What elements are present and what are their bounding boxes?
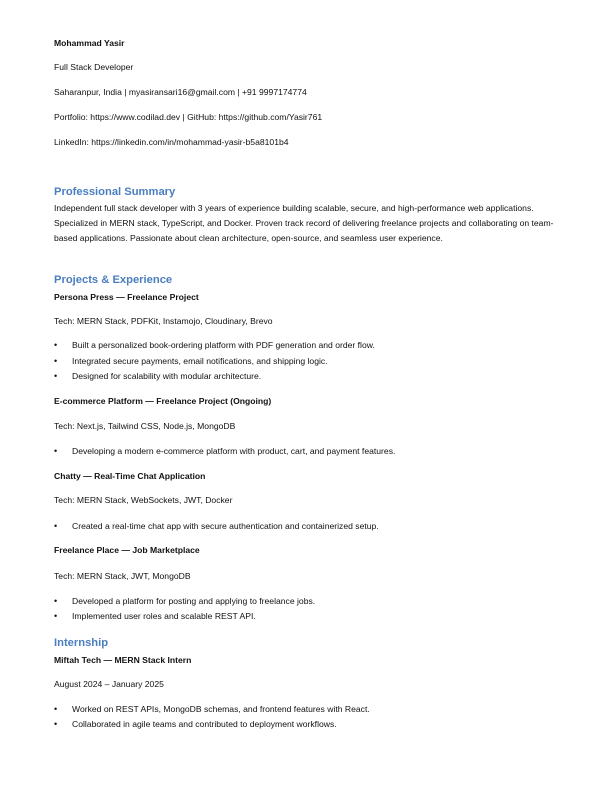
bullet-icon: • <box>54 446 58 456</box>
linkedin-line: LinkedIn: https://linkedin.com/in/mohammad-yasir-b5a8101b4 <box>54 137 289 147</box>
portfolio-github-line: Portfolio: https://www.codilad.dev | GitHub: https://github.com/Yasir761 <box>54 112 323 122</box>
list-item-text: Developed a platform for posting and applying to freelance jobs. <box>72 596 316 606</box>
bullet-icon: • <box>54 371 58 381</box>
section-heading-summary: Professional Summary <box>54 186 176 198</box>
bullet-icon: • <box>54 340 58 350</box>
list-item-text: Designed for scalability with modular architecture. <box>72 371 262 381</box>
list-item-text: Collaborated in agile teams and contributed to deployment workflows. <box>72 719 337 729</box>
candidate-name: Mohammad Yasir <box>54 38 125 48</box>
project-title: Chatty — Real-Time Chat Application <box>54 471 206 481</box>
summary-paragraph: Independent full stack developer with 3 years of experience building scalable, secure, and high-performance web applications. Specialized in MERN stack, TypeScript, and Docker. Proven track record of delivering freelance projects and collaborating on team-based applications. Passionate about clean architecture, open-source, and seamless user experience. <box>54 203 554 243</box>
internship-dates: August 2024 – January 2025 <box>54 679 164 689</box>
bullet-icon: • <box>54 719 58 729</box>
project-tech: Tech: MERN Stack, JWT, MongoDB <box>54 571 191 581</box>
project-tech: Tech: Next.js, Tailwind CSS, Node.js, MongoDB <box>54 421 236 431</box>
bullet-icon: • <box>54 596 58 606</box>
list-item-text: Built a personalized book-ordering platform with PDF generation and order flow. <box>72 340 375 350</box>
list-item-text: Implemented user roles and scalable REST API. <box>72 611 256 621</box>
section-heading-internship: Internship <box>54 637 109 649</box>
bullet-icon: • <box>54 611 58 621</box>
project-title: Freelance Place — Job Marketplace <box>54 545 200 555</box>
candidate-role: Full Stack Developer <box>54 62 134 72</box>
list-item-text: Developing a modern e-commerce platform with product, cart, and payment features. <box>72 446 396 456</box>
project-title: Persona Press — Freelance Project <box>54 292 199 302</box>
bullet-icon: • <box>54 704 58 714</box>
project-tech: Tech: MERN Stack, WebSockets, JWT, Docker <box>54 495 233 505</box>
section-heading-projects: Projects & Experience <box>54 274 173 286</box>
list-item-text: Worked on REST APIs, MongoDB schemas, and frontend features with React. <box>72 704 370 714</box>
internship-title: Miftah Tech — MERN Stack Intern <box>54 655 192 665</box>
list-item-text: Integrated secure payments, email notifications, and shipping logic. <box>72 356 328 366</box>
bullet-icon: • <box>54 521 58 531</box>
bullet-icon: • <box>54 356 58 366</box>
list-item-text: Created a real-time chat app with secure authentication and containerized setup. <box>72 521 379 531</box>
contact-line: Saharanpur, India | myasiransari16@gmail.com | +91 9997174774 <box>54 87 307 97</box>
project-tech: Tech: MERN Stack, PDFKit, Instamojo, Cloudinary, Brevo <box>54 316 273 326</box>
project-title: E-commerce Platform — Freelance Project (Ongoing) <box>54 396 272 406</box>
